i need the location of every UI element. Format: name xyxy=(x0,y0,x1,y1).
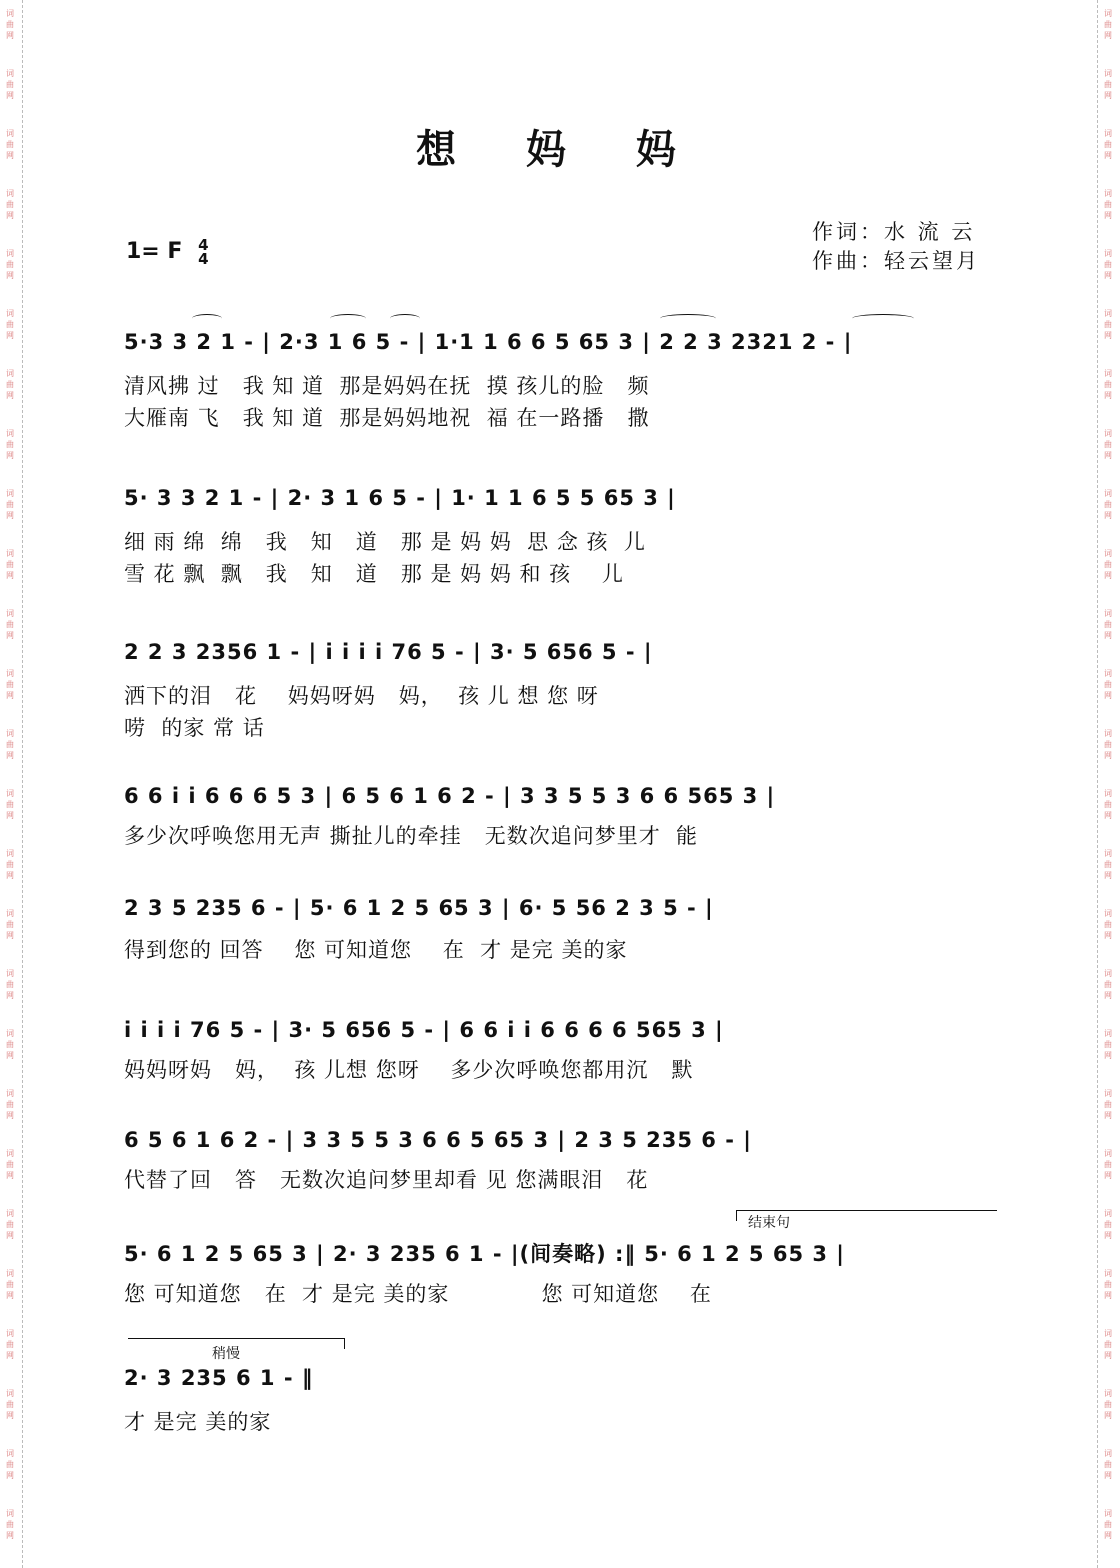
watermark: 词 曲 网 xyxy=(1104,909,1112,940)
key-signature xyxy=(126,238,209,266)
watermark: 词 曲 网 xyxy=(1104,1389,1112,1420)
watermark: 词 曲 网 xyxy=(1104,849,1112,880)
right-margin xyxy=(1097,0,1120,1568)
watermark: 词 曲 网 xyxy=(1104,1449,1112,1480)
watermark: 词 曲 网 xyxy=(1104,1269,1112,1300)
lyric-line-1b: 大雁南 飞 我 知 道 那是妈妈地祝 福 在一路播 撒 xyxy=(124,406,650,430)
lyric-line-2a: 细 雨 绵 绵 我 知 道 那 是 妈 妈 思 念 孩 儿 xyxy=(124,530,646,554)
watermark: 词 曲 网 xyxy=(1104,1029,1112,1060)
watermark: 词 曲 网 xyxy=(6,369,14,400)
watermark: 词 曲 网 xyxy=(6,1029,14,1060)
end-phrase-label: 结束句 xyxy=(748,1215,790,1231)
watermark: 词 曲 网 xyxy=(1104,969,1112,1000)
staff-line-2: 5· 3 3 2 1 - | 2· 3 1 6 5 - | 1· 1 1 6 5 5 65 3 | xyxy=(124,486,676,510)
watermark: 词 曲 网 xyxy=(6,249,14,280)
watermark: 词 曲 网 xyxy=(6,1209,14,1240)
watermark: 词 曲 网 xyxy=(6,729,14,760)
watermark: 词 曲 网 xyxy=(6,609,14,640)
slow-label: 稍慢 xyxy=(212,1346,240,1362)
credits xyxy=(812,218,980,276)
staff-line-4: 6 6 i i 6 6 6 5 3 | 6 5 6 1 6 2 - | 3 3 5 5 3 6 6 565 3 | xyxy=(124,784,776,808)
watermark: 词 曲 网 xyxy=(6,1089,14,1120)
staff-line-8: 5· 6 1 2 5 65 3 | 2· 3 235 6 1 - |(间奏略) :‖ 5· 6 1 2 5 65 3 | xyxy=(124,1242,845,1266)
watermark: 词 曲 网 xyxy=(6,669,14,700)
lyric-line-8a: 您 可知道您 在 才 是完 美的家 您 可知道您 在 xyxy=(124,1282,712,1306)
watermark: 词 曲 网 xyxy=(6,429,14,460)
watermark: 词 曲 网 xyxy=(1104,489,1112,520)
watermark: 词 曲 网 xyxy=(1104,789,1112,820)
time-signature-numerator: 4 xyxy=(198,236,209,254)
slur xyxy=(330,314,366,323)
watermark: 词 曲 网 xyxy=(6,309,14,340)
slur xyxy=(192,314,222,323)
watermark: 词 曲 网 xyxy=(1104,9,1112,40)
watermark: 词 曲 网 xyxy=(1104,249,1112,280)
slur xyxy=(660,314,716,323)
slur xyxy=(390,314,420,323)
watermark: 词 曲 网 xyxy=(6,1269,14,1300)
watermark: 词 曲 网 xyxy=(6,69,14,100)
watermark: 词 曲 网 xyxy=(1104,729,1112,760)
watermark: 词 曲 网 xyxy=(6,849,14,880)
watermark: 词 曲 网 xyxy=(1104,1509,1112,1540)
staff-line-1: 5·3 3 2 1 - | 2·3 1 6 5 - | 1·1 1 6 6 5 65 3 | 2 2 3 2321 2 - | xyxy=(124,330,853,354)
staff-line-3: 2 2 3 2356 1 - | i i i i 76 5 - | 3· 5 656 5 - | xyxy=(124,640,653,664)
key-label: 1= F xyxy=(126,239,183,264)
watermark: 词 曲 网 xyxy=(1104,369,1112,400)
staff-line-7: 6 5 6 1 6 2 - | 3 3 5 5 3 6 6 5 65 3 | 2 3 5 235 6 - | xyxy=(124,1128,752,1152)
watermark: 词 曲 网 xyxy=(1104,129,1112,160)
lyric-line-9a: 才 是完 美的家 xyxy=(124,1410,272,1434)
watermark: 词 曲 网 xyxy=(6,969,14,1000)
watermark: 词 曲 网 xyxy=(6,129,14,160)
watermark: 词 曲 网 xyxy=(1104,669,1112,700)
composer-credit: 作曲：轻云望月 xyxy=(812,249,980,273)
slur xyxy=(852,314,914,323)
staff-line-9: 2· 3 235 6 1 - ‖ xyxy=(124,1366,314,1390)
lyric-line-7a: 代替了回 答 无数次追问梦里却看 见 您满眼泪 花 xyxy=(124,1168,649,1192)
watermark: 词 曲 网 xyxy=(6,1389,14,1420)
lyric-line-1a: 清风拂 过 我 知 道 那是妈妈在抚 摸 孩儿的脸 频 xyxy=(124,374,650,398)
watermark: 词 曲 网 xyxy=(6,489,14,520)
watermark: 词 曲 网 xyxy=(6,1149,14,1180)
left-margin xyxy=(0,0,23,1568)
watermark: 词 曲 网 xyxy=(6,789,14,820)
watermark: 词 曲 网 xyxy=(1104,609,1112,640)
watermark: 词 曲 网 xyxy=(6,909,14,940)
lyric-line-4a: 多少次呼唤您用无声 撕扯儿的牵挂 无数次追问梦里才 能 xyxy=(124,824,699,848)
lyric-line-3b: 唠 的家 常 话 xyxy=(124,716,265,740)
watermark: 词 曲 网 xyxy=(1104,429,1112,460)
watermark: 词 曲 网 xyxy=(1104,1149,1112,1180)
lyric-line-6a: 妈妈呀妈 妈， 孩 儿想 您呀 多少次呼唤您都用沉 默 xyxy=(124,1058,694,1082)
time-signature-denominator: 4 xyxy=(198,250,209,268)
watermark: 词 曲 网 xyxy=(6,9,14,40)
watermark: 词 曲 网 xyxy=(6,1329,14,1360)
watermark: 词 曲 网 xyxy=(6,189,14,220)
watermark: 词 曲 网 xyxy=(1104,1329,1112,1360)
watermark: 词 曲 网 xyxy=(1104,69,1112,100)
staff-line-5: 2 3 5 235 6 - | 5· 6 1 2 5 65 3 | 6· 5 56 2 3 5 - | xyxy=(124,896,714,920)
page-title: 想 妈 妈 xyxy=(416,126,704,173)
watermark: 词 曲 网 xyxy=(1104,309,1112,340)
lyric-line-2b: 雪 花 飘 飘 我 知 道 那 是 妈 妈 和 孩 儿 xyxy=(124,562,624,586)
lyric-line-3a: 洒下的泪 花 妈妈呀妈 妈， 孩 儿 想 您 呀 xyxy=(124,684,599,708)
watermark: 词 曲 网 xyxy=(1104,1209,1112,1240)
watermark: 词 曲 网 xyxy=(6,1509,14,1540)
watermark: 词 曲 网 xyxy=(6,549,14,580)
time-signature xyxy=(198,238,208,266)
staff-line-6: i i i i 76 5 - | 3· 5 656 5 - | 6 6 i i 6 6 6 6 565 3 | xyxy=(124,1018,724,1042)
watermark: 词 曲 网 xyxy=(1104,189,1112,220)
watermark: 词 曲 网 xyxy=(6,1449,14,1480)
watermark: 词 曲 网 xyxy=(1104,1089,1112,1120)
lyric-line-5a: 得到您的 回答 您 可知道您 在 才 是完 美的家 xyxy=(124,938,628,962)
lyricist-credit: 作词：水 流 云 xyxy=(812,220,976,244)
watermark: 词 曲 网 xyxy=(1104,549,1112,580)
